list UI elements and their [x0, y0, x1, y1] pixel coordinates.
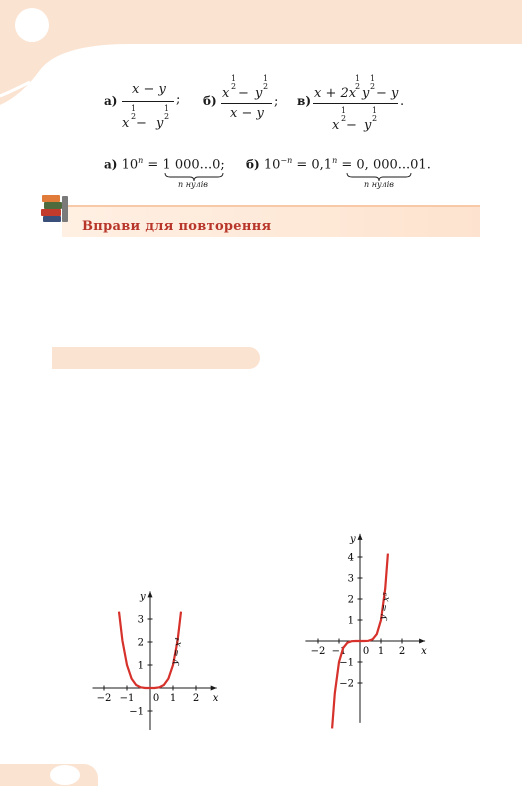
power-b-note: n нулів — [364, 180, 394, 189]
power-b-equals-2: = — [337, 157, 357, 173]
graph-x4 — [80, 560, 230, 730]
series-label: y = x⁵ — [378, 592, 393, 621]
fraction-a-den-y-exp-num: 1 — [164, 104, 170, 113]
series-label: y = x⁴ — [170, 637, 185, 666]
powers-of-ten — [0, 150, 522, 190]
fraction-v-num-part3: − y — [376, 86, 399, 101]
footer-page-circle — [50, 765, 80, 785]
power-b-base: 10 — [263, 157, 281, 173]
y-tick-label: 1 — [137, 660, 144, 672]
fraction-exercises — [0, 70, 522, 140]
x-tick-label: −1 — [331, 646, 347, 657]
fraction-v-den-y-exp-den: 2 — [372, 114, 378, 123]
x-tick-label: 0 — [362, 646, 370, 657]
y-tick-label: 4 — [347, 552, 354, 564]
y-tick-label: 3 — [137, 614, 144, 626]
power-b-punct: . — [426, 157, 431, 173]
fraction-b-num-y-exp-num: 1 — [263, 74, 269, 83]
graph-x5 — [292, 515, 452, 730]
fraction-a-den-x: x — [122, 116, 130, 131]
y-tick-label: −1 — [339, 657, 354, 669]
fraction-v-num-part1: x + 2x — [314, 86, 357, 101]
y-axis-label: y — [140, 591, 146, 603]
x-axis-label: x — [421, 646, 427, 657]
fraction-a-den-y-exp-den: 2 — [164, 112, 170, 121]
power-a-exponent: n — [138, 156, 144, 165]
fraction-v-den-x-exp-den: 2 — [341, 114, 347, 123]
fraction-v-den-sep: − — [346, 118, 357, 133]
x-axis-arrow — [211, 686, 217, 691]
y-axis-arrow — [148, 591, 153, 597]
page-number-circle — [15, 8, 49, 42]
x-tick-label: −2 — [310, 646, 326, 657]
power-a-punct: ; — [220, 157, 225, 173]
power-a-label: а) — [104, 157, 118, 172]
books-icon — [40, 192, 70, 224]
fraction-a-punct: ; — [176, 92, 181, 107]
fraction-a-den-y: y — [156, 116, 164, 131]
fraction-v-bar — [313, 103, 398, 104]
power-a-base: 10 — [121, 157, 139, 173]
fraction-v-den-x-exp-num: 1 — [341, 106, 347, 115]
y-tick-label: 3 — [347, 573, 354, 585]
x-axis-arrow — [419, 639, 425, 644]
fraction-v-num-x-exp-num: 1 — [355, 74, 361, 83]
power-b-exponent: −n — [280, 156, 293, 165]
x-tick-label: −2 — [96, 693, 112, 704]
fraction-b-num-x-exp-num: 1 — [231, 74, 237, 83]
exercise-v-label: в) — [297, 94, 312, 108]
fraction-b-num-x: x — [222, 86, 230, 101]
fraction-v-num-y-exp-num: 1 — [370, 74, 376, 83]
fraction-v-punct: . — [400, 94, 405, 109]
fraction-b-num-x-exp-den: 2 — [231, 82, 237, 91]
y-tick-label: 2 — [137, 637, 144, 649]
power-a-line — [104, 156, 225, 172]
fraction-a-bar — [122, 101, 174, 102]
fraction-b-num-y-exp-den: 2 — [263, 82, 269, 91]
fraction-b-num-sep: − — [238, 86, 249, 101]
y-axis-label: y — [350, 533, 356, 545]
fraction-b-bar — [221, 103, 272, 104]
power-a-equals: = — [143, 157, 163, 173]
x-tick-label: 2 — [398, 646, 406, 657]
fraction-v-den-y: y — [364, 118, 372, 133]
fraction-v-den-y-exp-num: 1 — [372, 106, 378, 115]
fraction-a-den-x-exp-num: 1 — [131, 104, 137, 113]
x-tick-label: 1 — [377, 646, 385, 657]
footer-pill — [0, 764, 98, 786]
power-a-value: 1 000...0 — [162, 157, 221, 173]
fraction-a-den-sep: − — [136, 116, 147, 131]
subsection-pill-bar — [52, 347, 260, 369]
exercise-b-label: б) — [203, 94, 217, 108]
power-a-note: n нулів — [178, 180, 208, 189]
fraction-b-denominator: x − y — [230, 106, 264, 121]
x-tick-label: 0 — [152, 693, 160, 704]
fraction-v-num-part2: y — [362, 86, 370, 101]
x-tick-label: −1 — [119, 693, 135, 704]
section-title: Вправи для повторення — [82, 219, 272, 234]
x-tick-label: 2 — [192, 693, 200, 704]
y-tick-label: 2 — [347, 594, 354, 606]
exercise-a-label: а) — [104, 94, 118, 108]
y-tick-label: −1 — [129, 706, 144, 718]
fraction-b-punct: ; — [274, 94, 279, 109]
x-axis-label: x — [212, 693, 219, 704]
y-axis-arrow — [358, 534, 363, 540]
power-b-label: б) — [246, 157, 260, 172]
fraction-a-den-x-exp-den: 2 — [131, 112, 137, 121]
fraction-v-den-x: x — [332, 118, 340, 133]
fraction-a-numerator: x − y — [132, 82, 166, 97]
x-tick-label: 1 — [169, 693, 177, 704]
fraction-b-num-y: y — [255, 86, 263, 101]
power-b-line — [246, 156, 431, 172]
y-tick-label: 1 — [347, 615, 354, 627]
power-b-equals: = 0,1 — [292, 157, 333, 173]
fraction-v-num-x-exp-den: 2 — [355, 82, 361, 91]
y-tick-label: −2 — [339, 678, 354, 690]
fraction-v-num-y-exp-den: 2 — [370, 82, 376, 91]
power-b-value: 0, 000...01 — [356, 157, 427, 173]
power-b-exponent-2: n — [332, 156, 338, 165]
